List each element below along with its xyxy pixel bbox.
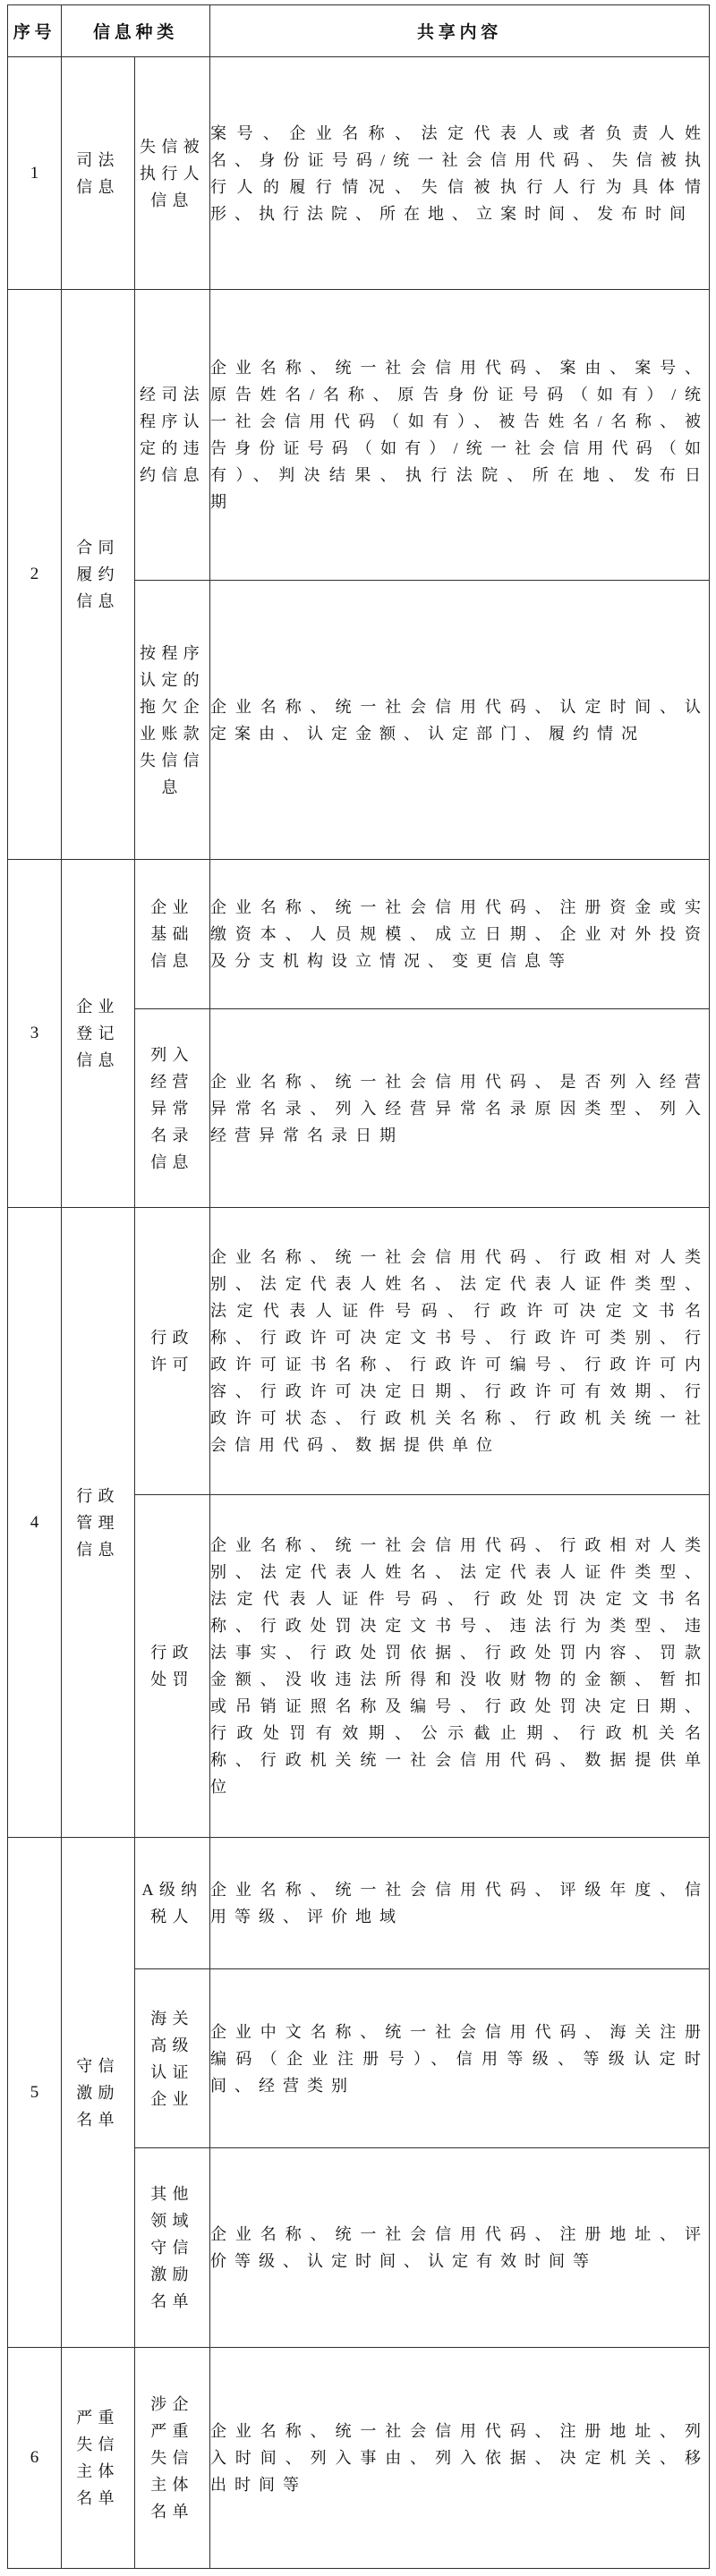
serial-cell: 6 — [8, 2348, 62, 2569]
subcategory-cell — [135, 1969, 210, 2148]
subcategory-cell — [135, 2348, 210, 2569]
subcategory-label: 行政许可 — [150, 1329, 194, 1373]
category-label: 行政管理信息 — [76, 1486, 120, 1559]
category-cell — [62, 860, 135, 1208]
header-row — [8, 5, 710, 57]
table-row — [8, 290, 710, 581]
subcategory-label: 经司法程序认定的违约信息 — [140, 386, 205, 484]
category-cell — [62, 290, 135, 860]
content-cell: 企业名称、统一社会信用代码、是否列入经营异常名录、列入经营异常名录原因类型、列入经营异常名录日期 — [210, 1009, 710, 1208]
table-row — [8, 2348, 710, 2569]
subcategory-label: 行政处罚 — [150, 1644, 194, 1688]
category-cell — [62, 2348, 135, 2569]
serial-cell: 3 — [8, 860, 62, 1208]
subcategory-label: 失信被执行人信息 — [140, 137, 205, 209]
subcategory-label: 列入经营异常名录信息 — [150, 1045, 194, 1171]
subcategory-label: 涉企严重失信主体名单 — [150, 2395, 194, 2521]
subcategory-label: A级纳税人 — [141, 1881, 203, 1926]
header-serial: 序号 — [8, 5, 62, 57]
content-cell: 企业中文名称、统一社会信用代码、海关注册编码（企业注册号）、信用等级、等级认定时间、经营类别 — [210, 1969, 710, 2148]
content-cell: 企业名称、统一社会信用代码、行政相对人类别、法定代表人姓名、法定代表人证件类型、法定代表人证件号码、行政许可决定文书名称、行政许可决定文书号、行政许可类别、行政许可证书名称、行政许可编号、行政许可内容、行政许可决定日期、行政许可有效期、行政许可状态、行政机关名称、行政机关统一社会信用代码、数据提供单位 — [210, 1208, 710, 1495]
subcategory-cell — [135, 1208, 210, 1495]
subcategory-cell — [135, 1495, 210, 1838]
category-cell — [62, 57, 135, 290]
content-cell: 企业名称、统一社会信用代码、案由、案号、原告姓名/名称、原告身份证号码（如有）/统一社会信用代码（如有）、被告姓名/名称、被告身份证号码（如有）/统一社会信用代码（如有）、判决结果、执行法院、所在地、发布日期 — [210, 290, 710, 581]
content-cell: 企业名称、统一社会信用代码、注册地址、评价等级、认定时间、认定有效时间等 — [210, 2148, 710, 2348]
content-cell: 企业名称、统一社会信用代码、行政相对人类别、法定代表人姓名、法定代表人证件类型、法定代表人证件号码、行政处罚决定文书名称、行政处罚决定文书号、违法行为类型、违法事实、行政处罚依据、行政处罚内容、罚款金额、没收违法所得和没收财物的金额、暂扣或吊销证照名称及编号、行政处罚决定日期、行政处罚有效期、公示截止期、行政机关名称、行政机关统一社会信用代码、数据提供单位 — [210, 1495, 710, 1838]
content-cell: 企业名称、统一社会信用代码、注册地址、列入时间、列入事由、列入依据、决定机关、移出时间等 — [210, 2348, 710, 2569]
category-label: 合同履约信息 — [76, 539, 120, 610]
serial-cell: 4 — [8, 1208, 62, 1838]
content-cell: 企业名称、统一社会信用代码、评级年度、信用等级、评价地域 — [210, 1838, 710, 1969]
subcategory-cell — [135, 290, 210, 581]
header-shared-content: 共享内容 — [210, 5, 710, 57]
serial-cell: 5 — [8, 1838, 62, 2348]
category-label: 守信激励名单 — [76, 2056, 120, 2129]
category-label: 严重失信主体名单 — [76, 2409, 120, 2507]
subcategory-cell — [135, 1838, 210, 1969]
subcategory-label: 企业基础信息 — [150, 898, 194, 970]
subcategory-cell — [135, 57, 210, 290]
category-label: 企业登记信息 — [76, 998, 120, 1069]
subcategory-label: 海关高级认证企业 — [150, 2009, 194, 2108]
category-cell — [62, 1208, 135, 1838]
subcategory-label: 其他领域守信激励名单 — [150, 2185, 194, 2310]
subcategory-cell — [135, 860, 210, 1009]
info-sharing-table — [7, 4, 710, 2569]
content-cell: 企业名称、统一社会信用代码、认定时间、认定案由、认定金额、认定部门、履约情况 — [210, 581, 710, 860]
category-label: 司法信息 — [76, 150, 120, 196]
content-cell: 案号、企业名称、法定代表人或者负责人姓名、身份证号码/统一社会信用代码、失信被执行人的履行情况、失信被执行人行为具体情形、执行法院、所在地、立案时间、发布时间 — [210, 57, 710, 290]
subcategory-cell — [135, 2148, 210, 2348]
serial-cell: 2 — [8, 290, 62, 860]
table-row — [8, 1838, 710, 1969]
table-row — [8, 1208, 710, 1495]
content-cell: 企业名称、统一社会信用代码、注册资金或实缴资本、人员规模、成立日期、企业对外投资及分支机构设立情况、变更信息等 — [210, 860, 710, 1009]
table-row — [8, 57, 710, 290]
category-cell — [62, 1838, 135, 2348]
serial-cell: 1 — [8, 57, 62, 290]
table-row — [8, 860, 710, 1009]
subcategory-cell — [135, 581, 210, 860]
subcategory-cell — [135, 1009, 210, 1208]
subcategory-label: 按程序认定的拖欠企业账款失信信息 — [140, 643, 205, 796]
header-info-type: 信息种类 — [62, 5, 210, 57]
